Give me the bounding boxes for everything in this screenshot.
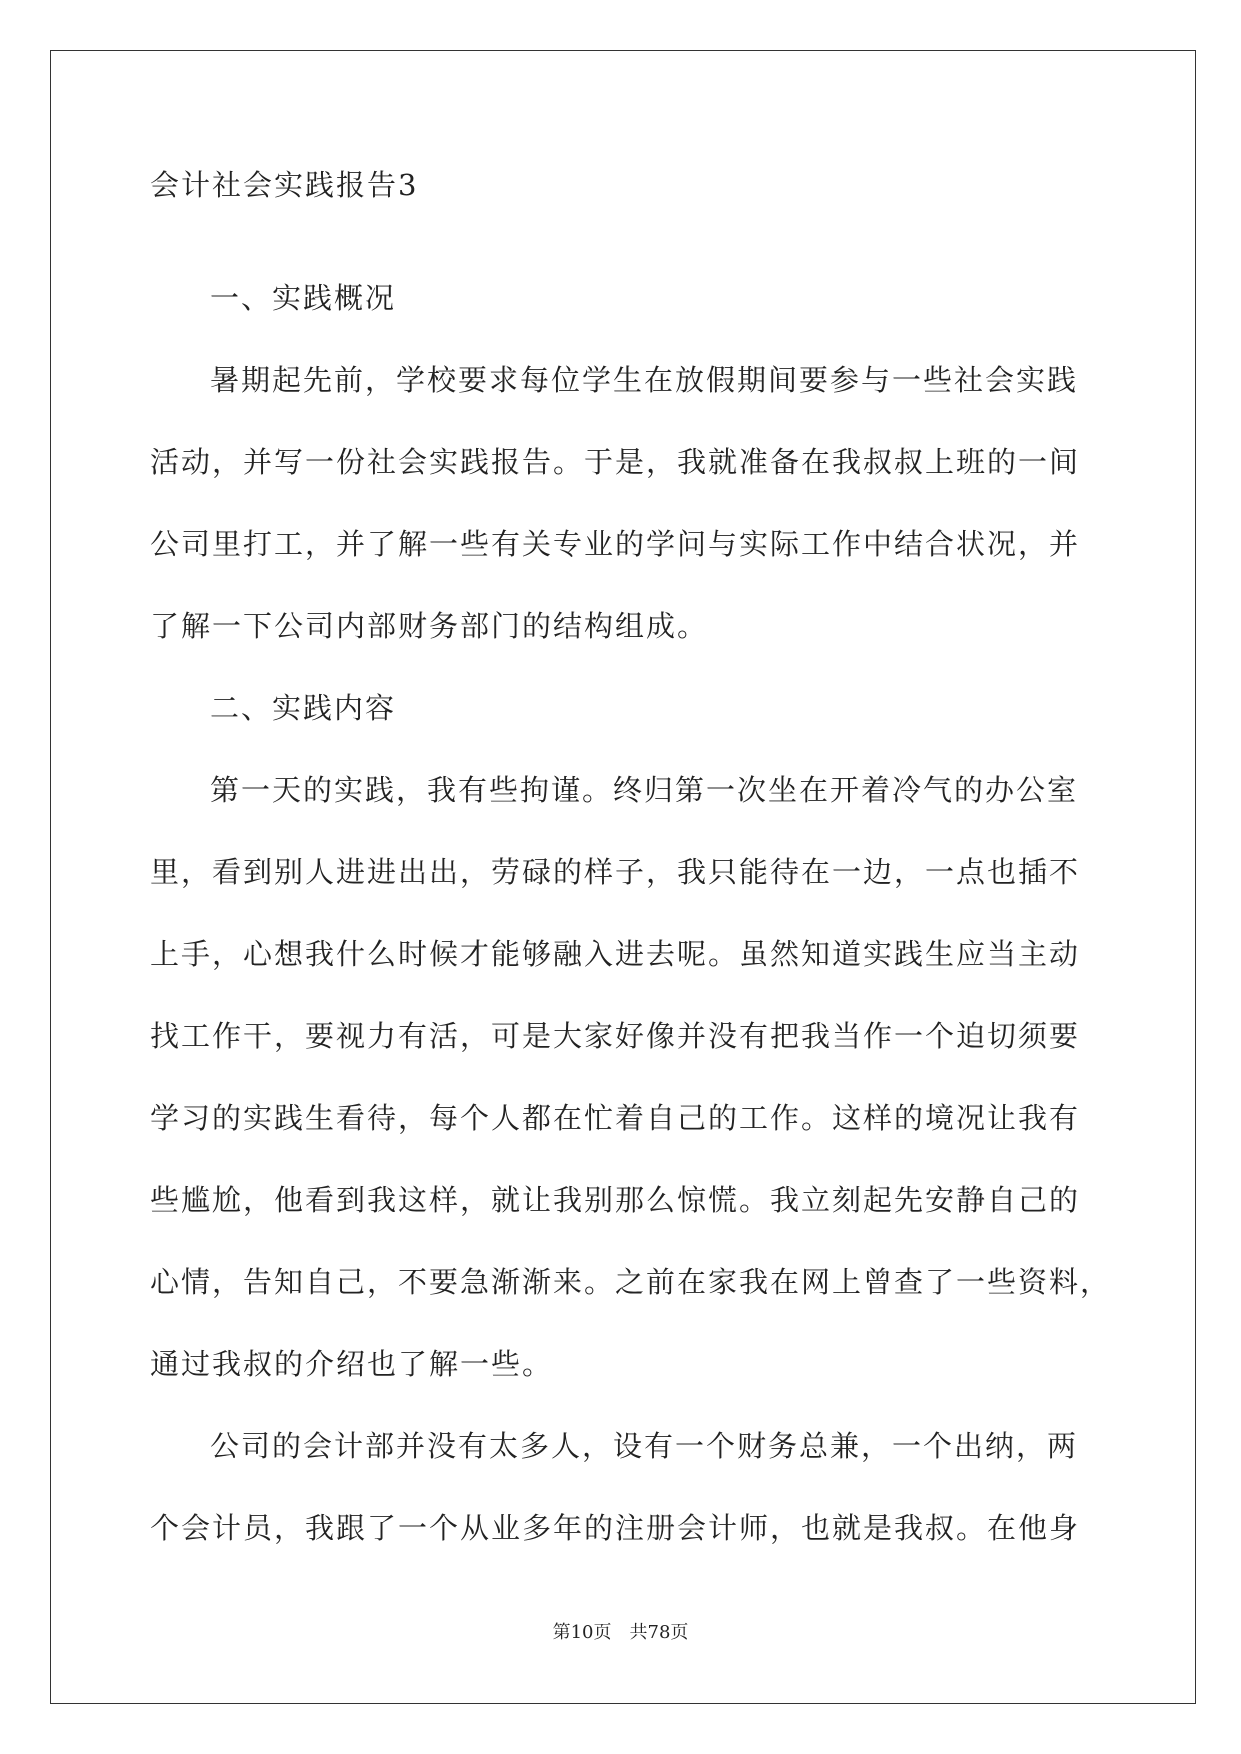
- paragraph-line: 学习的实践生看待，每个人都在忙着自己的工作。这样的境况让我有: [150, 1101, 1081, 1135]
- document-title: 会计社会实践报告3: [150, 168, 419, 202]
- paragraph-line: 个会计员，我跟了一个从业多年的注册会计师，也就是我叔。在他身: [150, 1511, 1081, 1545]
- page-footer: [0, 1618, 1241, 1644]
- section-heading-content: 二、实践内容: [210, 691, 397, 725]
- paragraph-line: 活动，并写一份社会实践报告。于是，我就准备在我叔叔上班的一间: [150, 445, 1081, 479]
- paragraph-line: 心情，告知自己，不要急渐渐来。之前在家我在网上曾查了一些资料，: [150, 1265, 1112, 1299]
- paragraph-line: 暑期起先前，学校要求每位学生在放假期间要参与一些社会实践: [210, 363, 1079, 397]
- paragraph-line: 公司的会计部并没有太多人，设有一个财务总兼，一个出纳，两: [210, 1429, 1079, 1463]
- paragraph-line: 里，看到别人进进出出，劳碌的样子，我只能待在一边，一点也插不: [150, 855, 1081, 889]
- page-total: 共78页: [629, 1622, 689, 1643]
- paragraph-line: 些尴尬，他看到我这样，就让我别那么惊慌。我立刻起先安静自己的: [150, 1183, 1081, 1217]
- document-body: [150, 168, 1112, 1569]
- paragraph-line: 第一天的实践，我有些拘谨。终归第一次坐在开着冷气的办公室: [210, 773, 1079, 807]
- paragraph-line: 公司里打工，并了解一些有关专业的学问与实际工作中结合状况，并: [150, 527, 1081, 561]
- paragraph-line: 找工作干，要视力有活，可是大家好像并没有把我当作一个迫切须要: [150, 1019, 1081, 1053]
- paragraph-line: 了解一下公司内部财务部门的结构组成。: [150, 609, 709, 643]
- page-number: 第10页: [552, 1622, 612, 1643]
- paragraph-line: 通过我叔的介绍也了解一些。: [150, 1347, 554, 1381]
- paragraph-line: 上手，心想我什么时候才能够融入进去呢。虽然知道实践生应当主动: [150, 937, 1081, 971]
- section-heading-overview: 一、实践概况: [210, 281, 397, 315]
